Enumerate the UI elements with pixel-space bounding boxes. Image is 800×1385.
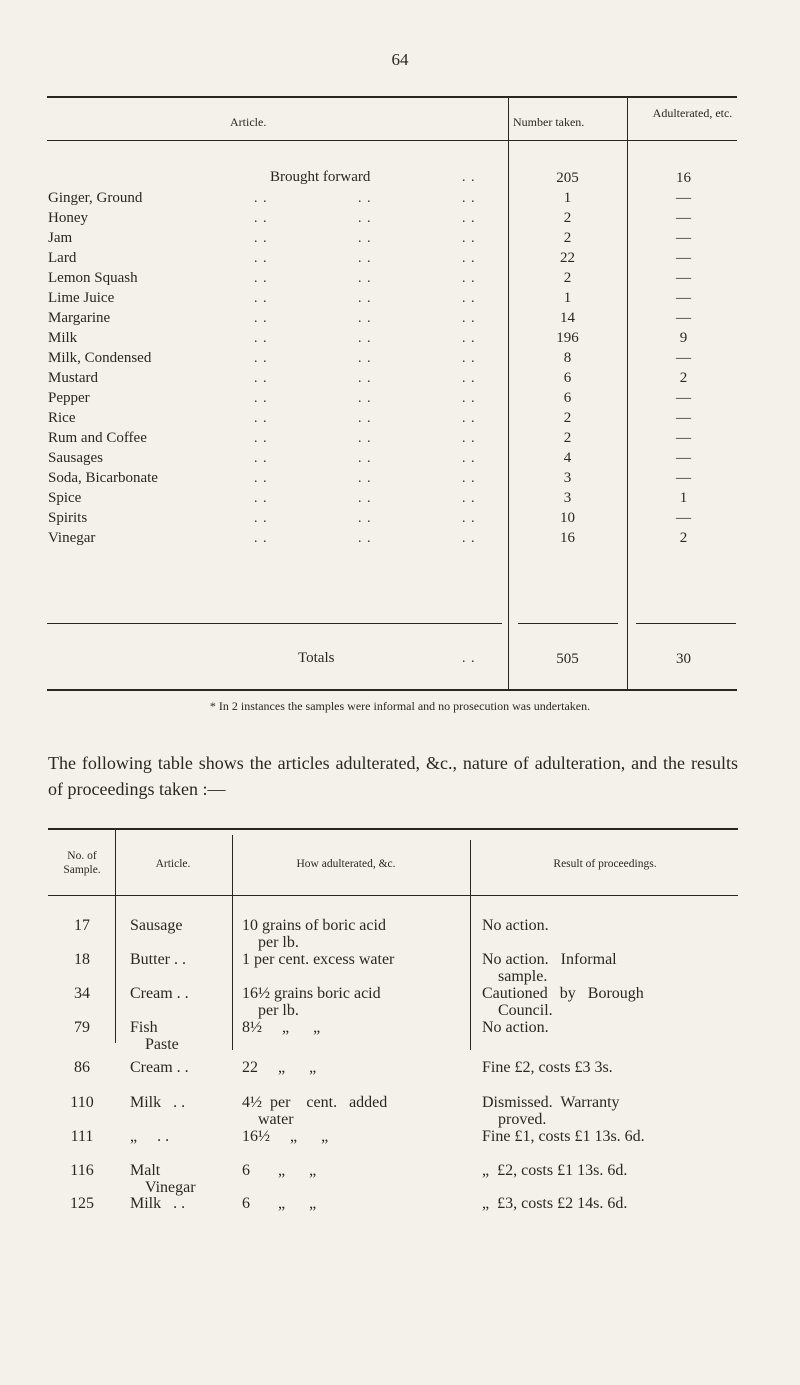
proceedings-result: Dismissed. Warranty xyxy=(482,1094,620,1111)
leader-dots: . . xyxy=(462,371,476,386)
page-number: 64 xyxy=(391,50,409,69)
adulterated-count: 2 xyxy=(679,370,688,386)
article-name: Honey xyxy=(48,210,88,226)
column-divider xyxy=(470,840,471,1050)
leader-dots: . . xyxy=(254,491,268,506)
proceedings-result: proved. xyxy=(498,1111,547,1128)
adulteration-detail: per lb. xyxy=(258,1002,299,1019)
leader-dots: . . xyxy=(254,431,268,446)
sample-number: 79 xyxy=(74,1019,90,1036)
leader-dots: . . xyxy=(254,291,268,306)
article-name: Lime Juice xyxy=(48,290,115,306)
leader-dots: . . xyxy=(462,511,476,526)
article-name: Paste xyxy=(145,1036,179,1053)
adulteration-detail: water xyxy=(258,1111,294,1128)
proceedings-result: No action. Informal xyxy=(482,951,617,968)
leader-dots: . . xyxy=(358,311,372,326)
adulteration-detail: 16½ „ „ xyxy=(242,1128,329,1145)
leader-dots: . . xyxy=(462,391,476,406)
leader-dots: . . xyxy=(358,511,372,526)
leader-dots: . . xyxy=(254,271,268,286)
number-taken: 1 xyxy=(563,190,572,206)
adulterated-count: — xyxy=(676,510,691,526)
header-rule xyxy=(47,140,737,141)
article-name: Rice xyxy=(48,410,76,426)
leader-dots: . . xyxy=(358,391,372,406)
sample-number: 86 xyxy=(74,1059,90,1076)
number-taken: 6 xyxy=(563,390,572,406)
brought-forward-adulterated: 16 xyxy=(676,170,691,186)
article-name: Lemon Squash xyxy=(48,270,138,286)
number-taken: 4 xyxy=(563,450,572,466)
header-article: Article. xyxy=(155,858,191,870)
leader-dots: . . xyxy=(254,231,268,246)
number-taken: 196 xyxy=(556,330,579,346)
article-name: Spirits xyxy=(48,510,88,526)
leader-dots: . . xyxy=(358,251,372,266)
header-adulterated: Adulterated, etc. xyxy=(652,106,733,120)
leader-dots: . . xyxy=(462,291,476,306)
leader-dots: . . xyxy=(254,391,268,406)
article-name: Malt xyxy=(130,1162,161,1179)
leader-dots: . . xyxy=(358,531,372,546)
proceedings-result: Fine £1, costs £1 13s. 6d. xyxy=(482,1128,645,1145)
header-result: Result of proceedings. xyxy=(553,858,657,870)
leader-dots: . . xyxy=(358,471,372,486)
number-taken: 8 xyxy=(563,350,572,366)
adulterated-count: — xyxy=(676,230,691,246)
leader-dots: . . xyxy=(462,231,476,246)
article-name: Soda, Bicarbonate xyxy=(48,470,158,486)
proceedings-result: „ £2, costs £1 13s. 6d. xyxy=(482,1162,628,1179)
adulteration-detail: 1 per cent. excess water xyxy=(242,951,395,968)
column-divider xyxy=(115,830,116,1043)
totals-adulterated: 30 xyxy=(676,651,691,667)
leader-dots: . . xyxy=(254,371,268,386)
leader-dots: . . xyxy=(358,371,372,386)
leader-dots: . . xyxy=(462,351,476,366)
header-sample: No. of Sample. xyxy=(63,850,101,876)
totals-label: Totals xyxy=(298,650,335,666)
adulteration-detail: 16½ grains boric acid xyxy=(242,985,381,1002)
number-taken: 2 xyxy=(563,270,572,286)
adulterated-count: 9 xyxy=(679,330,688,346)
proceedings-result: No action. xyxy=(482,1019,549,1036)
leader-dots: . . xyxy=(254,471,268,486)
leader-dots: . . xyxy=(254,531,268,546)
leader-dots: . . xyxy=(462,191,476,206)
table-bottom-rule xyxy=(47,689,737,691)
number-taken: 14 xyxy=(560,310,575,326)
header-rule xyxy=(48,895,738,896)
leader-dots: . . xyxy=(358,431,372,446)
leader-dots: . . xyxy=(462,451,476,466)
number-taken: 16 xyxy=(560,530,575,546)
sample-number: 111 xyxy=(70,1128,94,1145)
number-taken: 2 xyxy=(563,430,572,446)
footnote: * In 2 instances the samples were informal and no prosecution was undertaken. xyxy=(209,699,591,713)
adulterated-count: — xyxy=(676,310,691,326)
article-name: Cream . . xyxy=(130,1059,189,1076)
leader-dots: . . xyxy=(358,211,372,226)
number-taken: 2 xyxy=(563,410,572,426)
article-name: Milk xyxy=(48,330,78,346)
adulterated-count: — xyxy=(676,430,691,446)
adulterated-count: — xyxy=(676,450,691,466)
adulterated-count: — xyxy=(676,350,691,366)
leader-dots: . . xyxy=(462,411,476,426)
article-name: Sausages xyxy=(48,450,103,466)
leader-dots: . . xyxy=(254,251,268,266)
leader-dots: . . xyxy=(462,211,476,226)
adulterated-count: — xyxy=(676,190,691,206)
sample-number: 116 xyxy=(70,1162,94,1179)
adulterated-count: — xyxy=(676,290,691,306)
article-name: Milk . . xyxy=(130,1195,186,1212)
article-name: Mustard xyxy=(48,370,98,386)
adulterated-count: — xyxy=(676,270,691,286)
header-article: Article. xyxy=(230,115,267,129)
totals-rule xyxy=(518,623,618,624)
article-name: Margarine xyxy=(48,310,111,326)
article-name: Cream . . xyxy=(130,985,189,1002)
column-divider xyxy=(232,835,233,1050)
leader-dots: . . xyxy=(462,531,476,546)
leader-dots: . . xyxy=(462,311,476,326)
number-taken: 10 xyxy=(560,510,575,526)
number-taken: 22 xyxy=(560,250,575,266)
leader-dots: . . xyxy=(358,231,372,246)
sample-number: 110 xyxy=(70,1094,94,1111)
adulterated-count: — xyxy=(676,210,691,226)
leader-dots: . . xyxy=(254,411,268,426)
leader-dots: . . xyxy=(358,191,372,206)
totals-number: 505 xyxy=(556,651,579,667)
leader-dots: . . xyxy=(358,271,372,286)
article-name: Butter . . xyxy=(130,951,186,968)
article-name: Ginger, Ground xyxy=(48,190,143,206)
sample-number: 17 xyxy=(74,917,90,934)
leader-dots: . . xyxy=(462,251,476,266)
leader-dots: . . xyxy=(254,211,268,226)
leader-dots: . . xyxy=(358,491,372,506)
leader-dots: . . xyxy=(254,191,268,206)
leader-dots: . . xyxy=(358,451,372,466)
leader-dots: . . xyxy=(462,651,476,666)
leader-dots: . . xyxy=(358,411,372,426)
adulteration-detail: 8½ „ „ xyxy=(242,1019,321,1036)
article-name: Vinegar xyxy=(145,1179,196,1196)
adulterated-count: — xyxy=(676,470,691,486)
adulteration-detail: 10 grains of boric acid xyxy=(242,917,386,934)
adulteration-detail: 22 „ „ xyxy=(242,1059,317,1076)
article-name: Spice xyxy=(48,490,82,506)
sample-number: 34 xyxy=(74,985,90,1002)
adulterated-count: — xyxy=(676,390,691,406)
leader-dots: . . xyxy=(254,511,268,526)
adulterated-count: — xyxy=(676,410,691,426)
leader-dots: . . xyxy=(462,431,476,446)
number-taken: 3 xyxy=(563,490,572,506)
article-name: Milk . . xyxy=(130,1094,186,1111)
header-how: How adulterated, &c. xyxy=(296,858,396,870)
sample-number: 125 xyxy=(70,1195,94,1212)
leader-dots: . . xyxy=(462,331,476,346)
proceedings-result: Fine £2, costs £3 3s. xyxy=(482,1059,613,1076)
intro-paragraph: The following table shows the articles adulterated, &c., nature of adulteration, and the results of proceedings taken :— xyxy=(48,753,738,799)
proceedings-result: „ £3, costs £2 14s. 6d. xyxy=(482,1195,628,1212)
leader-dots: . . xyxy=(358,351,372,366)
leader-dots: . . xyxy=(462,170,476,185)
number-taken: 6 xyxy=(563,370,572,386)
adulteration-detail: 4½ per cent. added xyxy=(242,1094,388,1111)
leader-dots: . . xyxy=(254,451,268,466)
leader-dots: . . xyxy=(358,331,372,346)
article-name: Vinegar xyxy=(48,530,96,546)
leader-dots: . . xyxy=(358,291,372,306)
leader-dots: . . xyxy=(254,331,268,346)
header-number-taken: Number taken. xyxy=(513,115,585,129)
leader-dots: . . xyxy=(254,311,268,326)
article-name: Sausage xyxy=(130,917,183,934)
brought-forward-number: 205 xyxy=(556,170,579,186)
number-taken: 1 xyxy=(563,290,572,306)
proceedings-result: Council. xyxy=(498,1002,553,1019)
adulterated-count: 2 xyxy=(679,530,688,546)
article-name: Rum and Coffee xyxy=(48,430,147,446)
article-name: „ . . xyxy=(130,1128,170,1145)
proceedings-result: No action. xyxy=(482,917,549,934)
totals-rule xyxy=(636,623,736,624)
leader-dots: . . xyxy=(462,271,476,286)
table-top-rule xyxy=(47,96,737,98)
number-taken: 3 xyxy=(563,470,572,486)
leader-dots: . . xyxy=(254,351,268,366)
adulteration-detail: 6 „ „ xyxy=(242,1195,317,1212)
totals-rule xyxy=(47,623,502,624)
brought-forward-label: Brought forward xyxy=(270,169,371,185)
leader-dots: . . xyxy=(462,471,476,486)
sample-number: 18 xyxy=(74,951,90,968)
number-taken: 2 xyxy=(563,230,572,246)
proceedings-result: sample. xyxy=(498,968,548,985)
adulterated-count: — xyxy=(676,250,691,266)
adulterated-count: 1 xyxy=(679,490,688,506)
article-name: Fish xyxy=(130,1019,158,1036)
article-name: Lard xyxy=(48,250,77,266)
article-name: Jam xyxy=(48,230,73,246)
table-top-rule xyxy=(48,828,738,830)
adulteration-detail: per lb. xyxy=(258,934,299,951)
proceedings-result: Cautioned by Borough xyxy=(482,985,644,1002)
article-name: Milk, Condensed xyxy=(48,350,152,366)
adulteration-detail: 6 „ „ xyxy=(242,1162,317,1179)
leader-dots: . . xyxy=(462,491,476,506)
number-taken: 2 xyxy=(563,210,572,226)
article-name: Pepper xyxy=(48,390,90,406)
